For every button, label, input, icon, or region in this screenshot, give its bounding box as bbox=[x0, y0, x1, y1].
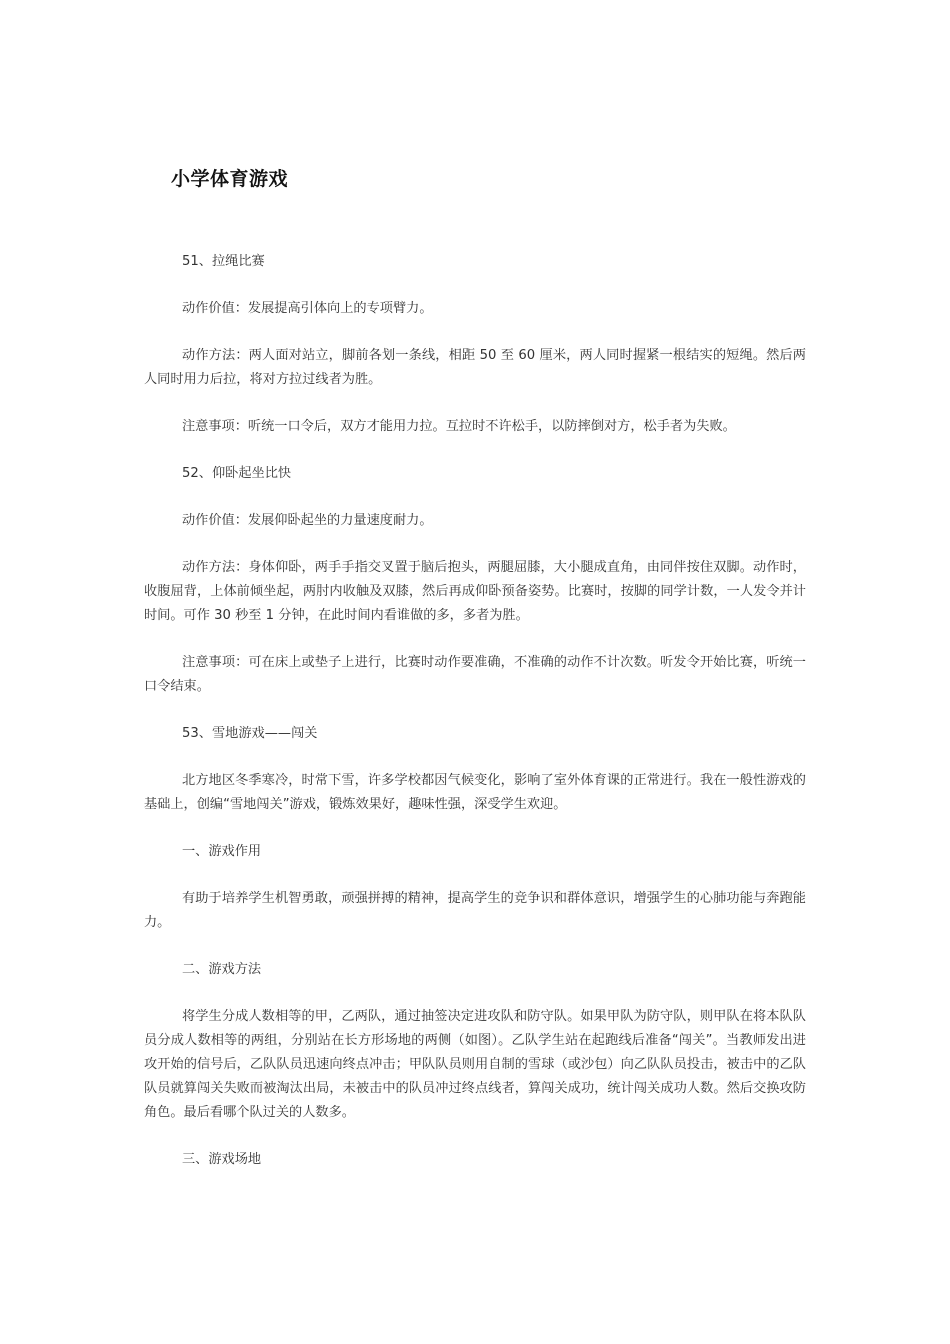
paragraph: 将学生分成人数相等的甲，乙两队，通过抽签决定进攻队和防守队。如果甲队为防守队，则甲队在将本队队员分成人数相等的两组，分别站在长方形场地的两侧（如图）。乙队学生站在起跑线后准备“闯关”。当教师发出进攻开始的信号后，乙队队员迅速向终点冲击；甲队队员则用自制的雪球（或沙包）向乙队队员投击，被击中的乙队队员就算闯关失败而被淘汰出局，未被击中的队员冲过终点线者，算闯关成功，统计闯关成功人数。然后交换攻防角色。最后看哪个队过关的人数多。 bbox=[144, 1009, 806, 1120]
subsection-heading: 二、游戏方法 bbox=[182, 962, 262, 977]
paragraph: 注意事项：听统一口令后，双方才能用力拉。互拉时不许松手，以防摔倒对方，松手者为失败。 bbox=[182, 419, 736, 434]
paragraph: 动作价值：发展仰卧起坐的力量速度耐力。 bbox=[182, 513, 433, 528]
subsection-heading: 一、游戏作用 bbox=[182, 844, 262, 859]
subsection-heading: 三、游戏场地 bbox=[182, 1152, 262, 1167]
section-heading-51: 51、拉绳比赛 bbox=[182, 254, 265, 269]
paragraph: 有助于培养学生机智勇敢，顽强拼搏的精神，提高学生的竞争识和群体意识，增强学生的心肺功能与奔跑能力。 bbox=[144, 891, 806, 930]
section-heading-53: 53、雪地游戏——闯关 bbox=[182, 726, 318, 741]
paragraph: 动作方法：两人面对站立，脚前各划一条线，相距 50 至 60 厘米，两人同时握紧一根结实的短绳。然后两人同时用力后拉，将对方拉过线者为胜。 bbox=[144, 348, 806, 387]
paragraph: 动作方法：身体仰卧，两手手指交叉置于脑后抱头，两腿屈膝，大小腿成直角，由同伴按住双脚。动作时，收腹屈背，上体前倾坐起，两肘内收触及双膝，然后再成仰卧预备姿势。比赛时，按脚的同学计数，一人发令并计时间。可作 30 秒至 1 分钟，在此时间内看谁做的多，多者为胜。 bbox=[144, 560, 806, 623]
document-title: 小学体育游戏 bbox=[171, 168, 289, 190]
paragraph: 注意事项：可在床上或垫子上进行，比赛时动作要准确，不准确的动作不计次数。听发令开始比赛，听统一口令结束。 bbox=[144, 655, 806, 694]
document-body bbox=[144, 250, 806, 1195]
paragraph: 北方地区冬季寒冷，时常下雪，许多学校都因气候变化，影响了室外体育课的正常进行。我在一般性游戏的基础上，创编“雪地闯关”游戏，锻炼效果好，趣味性强，深受学生欢迎。 bbox=[144, 773, 806, 812]
paragraph: 动作价值：发展提高引体向上的专项臂力。 bbox=[182, 301, 433, 316]
section-heading-52: 52、仰卧起坐比快 bbox=[182, 466, 292, 481]
